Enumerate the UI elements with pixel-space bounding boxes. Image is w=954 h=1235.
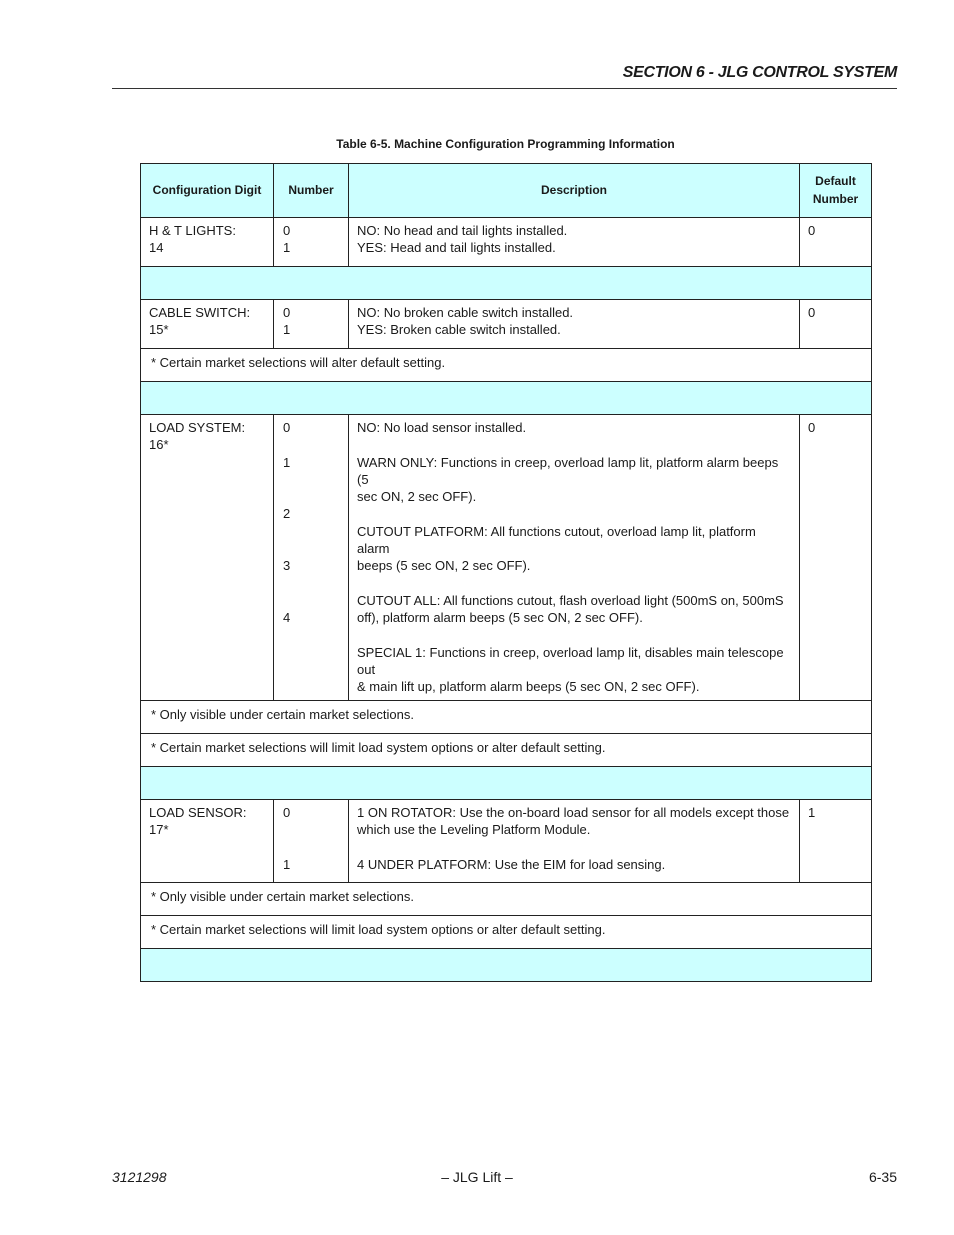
digit-cell (141, 799, 274, 882)
default-cell: 1 (800, 799, 872, 882)
header-rule (112, 88, 897, 89)
description-text: SPECIAL 1: Functions in creep, overload lamp lit, disables main telescope out (357, 644, 784, 678)
footer-brand: – JLG Lift – (441, 1169, 513, 1185)
col-default-line1: Default (815, 174, 856, 189)
number-value: 1 (283, 240, 291, 256)
col-default-line2: Number (812, 191, 859, 206)
note-row (141, 733, 872, 766)
table-caption: Table 6-5. Machine Configuration Programming Information (336, 137, 675, 151)
description-text: 4 UNDER PLATFORM: Use the EIM for load sensing. (357, 856, 666, 872)
table-row-load-system (141, 415, 872, 701)
description-text: CUTOUT ALL: All functions cutout, flash overload light (500mS on, 500mS (357, 592, 784, 608)
digit-cell (141, 415, 274, 701)
description-text: YES: Head and tail lights installed. (357, 240, 556, 256)
description-cell (349, 799, 800, 882)
note-text: * Certain market selections will alter default setting. (141, 349, 872, 382)
table-row-headlights (141, 218, 872, 267)
blank-separator-row (141, 766, 872, 799)
digit-value: 14 (149, 240, 164, 256)
configuration-table (140, 163, 872, 982)
number-value: 0 (283, 305, 291, 320)
number-cell (274, 415, 349, 701)
description-text: WARN ONLY: Functions in creep, overload lamp lit, platform alarm beeps (5 (357, 454, 779, 487)
table-header-row (141, 164, 872, 218)
page-number: 6-35 (868, 1169, 897, 1185)
number-value: 0 (283, 804, 291, 820)
note-text: * Certain market selections will limit load system options or alter default setting. (141, 915, 872, 948)
description-cell (349, 218, 800, 267)
digit-value: 15* (149, 322, 169, 338)
note-row (141, 882, 872, 915)
digit-label: LOAD SYSTEM: (149, 420, 246, 435)
blank-separator-row (141, 382, 872, 415)
doc-number: 3121298 (112, 1169, 167, 1185)
description-text: CUTOUT PLATFORM: All functions cutout, overload lamp lit, platform alarm (357, 523, 756, 557)
description-text: 1 ON ROTATOR: Use the on-board load sensor for all models except those (357, 804, 790, 820)
description-text: which use the Leveling Platform Module. (357, 822, 591, 838)
note-row (141, 349, 872, 382)
digit-label: CABLE SWITCH: (149, 305, 251, 320)
number-value: 0 (283, 420, 291, 435)
number-cell (274, 300, 349, 349)
digit-cell (141, 300, 274, 349)
description-text: & main lift up, platform alarm beeps (5 sec ON, 2 sec OFF). (357, 679, 700, 695)
note-text: * Only visible under certain market selections. (141, 700, 872, 733)
description-text: NO: No broken cable switch installed. (357, 305, 574, 320)
note-row (141, 700, 872, 733)
number-value: 3 (283, 558, 291, 574)
description-text: YES: Broken cable switch installed. (357, 322, 561, 338)
number-cell (274, 799, 349, 882)
note-text: * Certain market selections will limit load system options or alter default setting. (141, 733, 872, 766)
col-default-number (800, 164, 872, 218)
description-text: beeps (5 sec ON, 2 sec OFF). (357, 558, 531, 574)
number-value: 4 (283, 610, 291, 626)
note-row (141, 915, 872, 948)
number-value: 1 (283, 454, 291, 470)
number-value: 1 (283, 856, 291, 872)
default-cell: 0 (800, 218, 872, 267)
number-cell (274, 218, 349, 267)
col-number: Number (274, 164, 349, 218)
number-value: 2 (283, 506, 291, 522)
description-cell (349, 415, 800, 701)
description-text: NO: No head and tail lights installed. (357, 223, 568, 238)
digit-label: H & T LIGHTS: (149, 223, 236, 238)
digit-value: 17* (149, 822, 169, 838)
table-row-load-sensor (141, 799, 872, 882)
number-value: 0 (283, 223, 291, 238)
col-config-digit: Configuration Digit (141, 164, 274, 218)
description-text: NO: No load sensor installed. (357, 420, 527, 435)
table-row-cable-switch (141, 300, 872, 349)
description-text: sec ON, 2 sec OFF). (357, 489, 477, 505)
section-title: SECTION 6 - JLG CONTROL SYSTEM (622, 64, 897, 81)
description-text: off), platform alarm beeps (5 sec ON, 2 sec OFF). (357, 610, 643, 626)
digit-cell (141, 218, 274, 267)
note-text: * Only visible under certain market selections. (141, 882, 872, 915)
digit-label: LOAD SENSOR: (149, 804, 247, 820)
blank-separator-row (141, 267, 872, 300)
default-cell: 0 (800, 415, 872, 701)
description-cell (349, 300, 800, 349)
number-value: 1 (283, 322, 291, 338)
blank-separator-row (141, 948, 872, 981)
digit-value: 16* (149, 437, 169, 453)
col-description: Description (349, 164, 800, 218)
default-cell: 0 (800, 300, 872, 349)
